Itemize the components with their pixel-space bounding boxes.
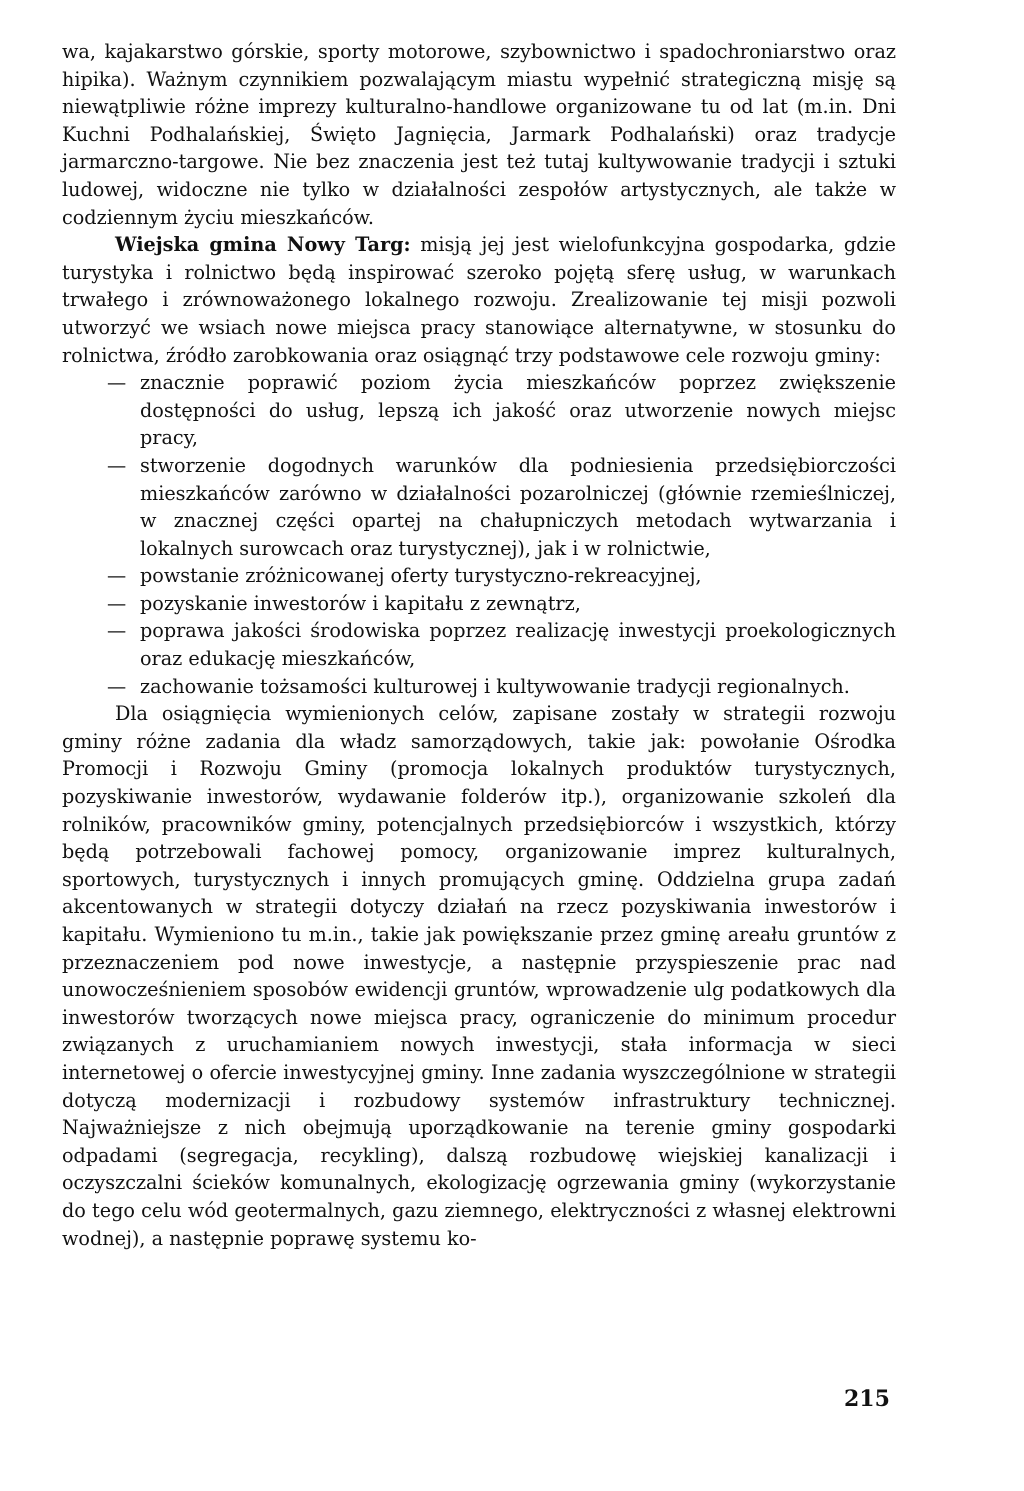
page-body (62, 38, 896, 1252)
paragraph-2-body: misją jej jest wielofunkcyjna gospodarka, gdzie turystyka i rolnictwo będą inspirować szeroko pojętą sferę usług, w warunkach trwałego i zrównoważonego lokalnego rozwoju. Zrealizowanie tej misji pozwoli utworzyć we wsiach nowe miejsca pracy stanowiące alternatywne, w stosunku do rolnictwa, źródło zarobkowania oraz osiągnąć trzy podstawowe cele rozwoju gminy: (62, 233, 896, 367)
goal-text: znacznie poprawić poziom życia mieszkańców poprzez zwiększenie dostępności do usług, lepszą ich jakość oraz utworzenie nowych miejsc pracy, (140, 371, 896, 450)
paragraph-1: wa, kajakarstwo górskie, sporty motorowe, szybownictwo i spadochroniarstwo oraz hipika). Ważnym czynnikiem pozwalającym miastu wypełnić strategiczną misję są niewątpliwie różne imprezy kulturalno-handlowe organizowane tu od lat (m.in. Dni Kuchni Podhalańskiej, Święto Jagnięcia, Jarmark Podhalański) oraz tradycje jarmarczno-targowe. Nie bez znaczenia jest też tutaj kultywowanie tradycji i sztuki ludowej, widoczne nie tylko w działalności zespołów artystycznych, ale także w codziennym życiu mieszkańców. (62, 40, 896, 229)
goal-text: zachowanie tożsamości kulturowej i kultywowanie tradycji regionalnych. (140, 674, 850, 698)
paragraph-2 (62, 231, 896, 369)
dash-marker: — (107, 371, 127, 395)
goal-text: poprawa jakości środowiska poprzez realizację inwestycji proekologicznych oraz edukację mieszkańców, (140, 619, 896, 671)
dash-marker: — (107, 453, 127, 477)
dash-marker: — (107, 619, 127, 643)
goal-text: pozyskanie inwestorów i kapitału z zewnątrz, (140, 591, 581, 615)
goal-item (107, 369, 896, 452)
goal-item (107, 452, 896, 562)
goal-item (107, 562, 896, 590)
goal-text: stworzenie dogodnych warunków dla podniesienia przedsiębiorczości mieszkańców zarówno w działalności pozarolniczej (głównie rzemieślniczej, w znacznej części opartej na chałupniczych metodach wytwarzania i lokalnych surowcach oraz turystycznej), jak i w rolnictwie, (140, 453, 896, 560)
goal-item (107, 673, 896, 701)
paragraph-3: Dla osiągnięcia wymienionych celów, zapisane zostały w strategii rozwoju gminy różne zadania dla władz samorządowych, takie jak: powołanie Ośrodka Promocji i Rozwoju Gminy (promocja lokalnych produktów turystycznych, pozyskiwanie inwestorów, wydawanie folderów itp.), organizowanie szkoleń dla rolników, pracowników gminy, potencjalnych przedsiębiorców i wszystkich, którzy będą potrzebowali fachowej pomocy, organizowanie imprez kulturalnych, sportowych, turystycznych i innych promujących gminę. Oddzielna grupa zadań akcentowanych w strategii dotyczy działań na rzecz pozyskiwania inwestorów i kapitału. Wymieniono tu m.in., takie jak powiększanie przez gminę areału gruntów z przeznaczeniem pod nowe inwestycje, a następnie przyspieszenie prac nad unowocześnieniem sposobów ewidencji gruntów, wprowadzenie ulg podatkowych dla inwestorów tworzących nowe miejsca pracy, ograniczenie do minimum procedur związanych z uruchamianiem nowych inwestycji, stała informacja w sieci internetowej o ofercie inwestycyjnej gminy. Inne zadania wyszczególnione w strategii dotyczą modernizacji i rozbudowy systemów infrastruktury technicznej. Najważniejsze z nich obejmują uporządkowanie na terenie gminy gospodarki odpadami (segregacja, recykling), dalszą rozbudowę wiejskiej kanalizacji i oczyszczalni ścieków komunalnych, ekologizację ogrzewania gminy (wykorzystanie do tego celu wód geotermalnych, gazu ziemnego, elektryczności z własnej elektrowni wodnej), a następnie poprawę systemu ko- (62, 702, 896, 1250)
goal-item (107, 617, 896, 672)
dash-marker: — (107, 564, 127, 588)
page-number: 215 (844, 1386, 890, 1412)
goal-item (107, 590, 896, 618)
goal-text: powstanie zróżnicowanej oferty turystyczno-rekreacyjnej, (140, 564, 702, 588)
dash-marker: — (107, 591, 127, 615)
goals-list (62, 369, 896, 700)
paragraph-2-heading: Wiejska gmina Nowy Targ: (115, 233, 411, 257)
dash-marker: — (107, 674, 127, 698)
